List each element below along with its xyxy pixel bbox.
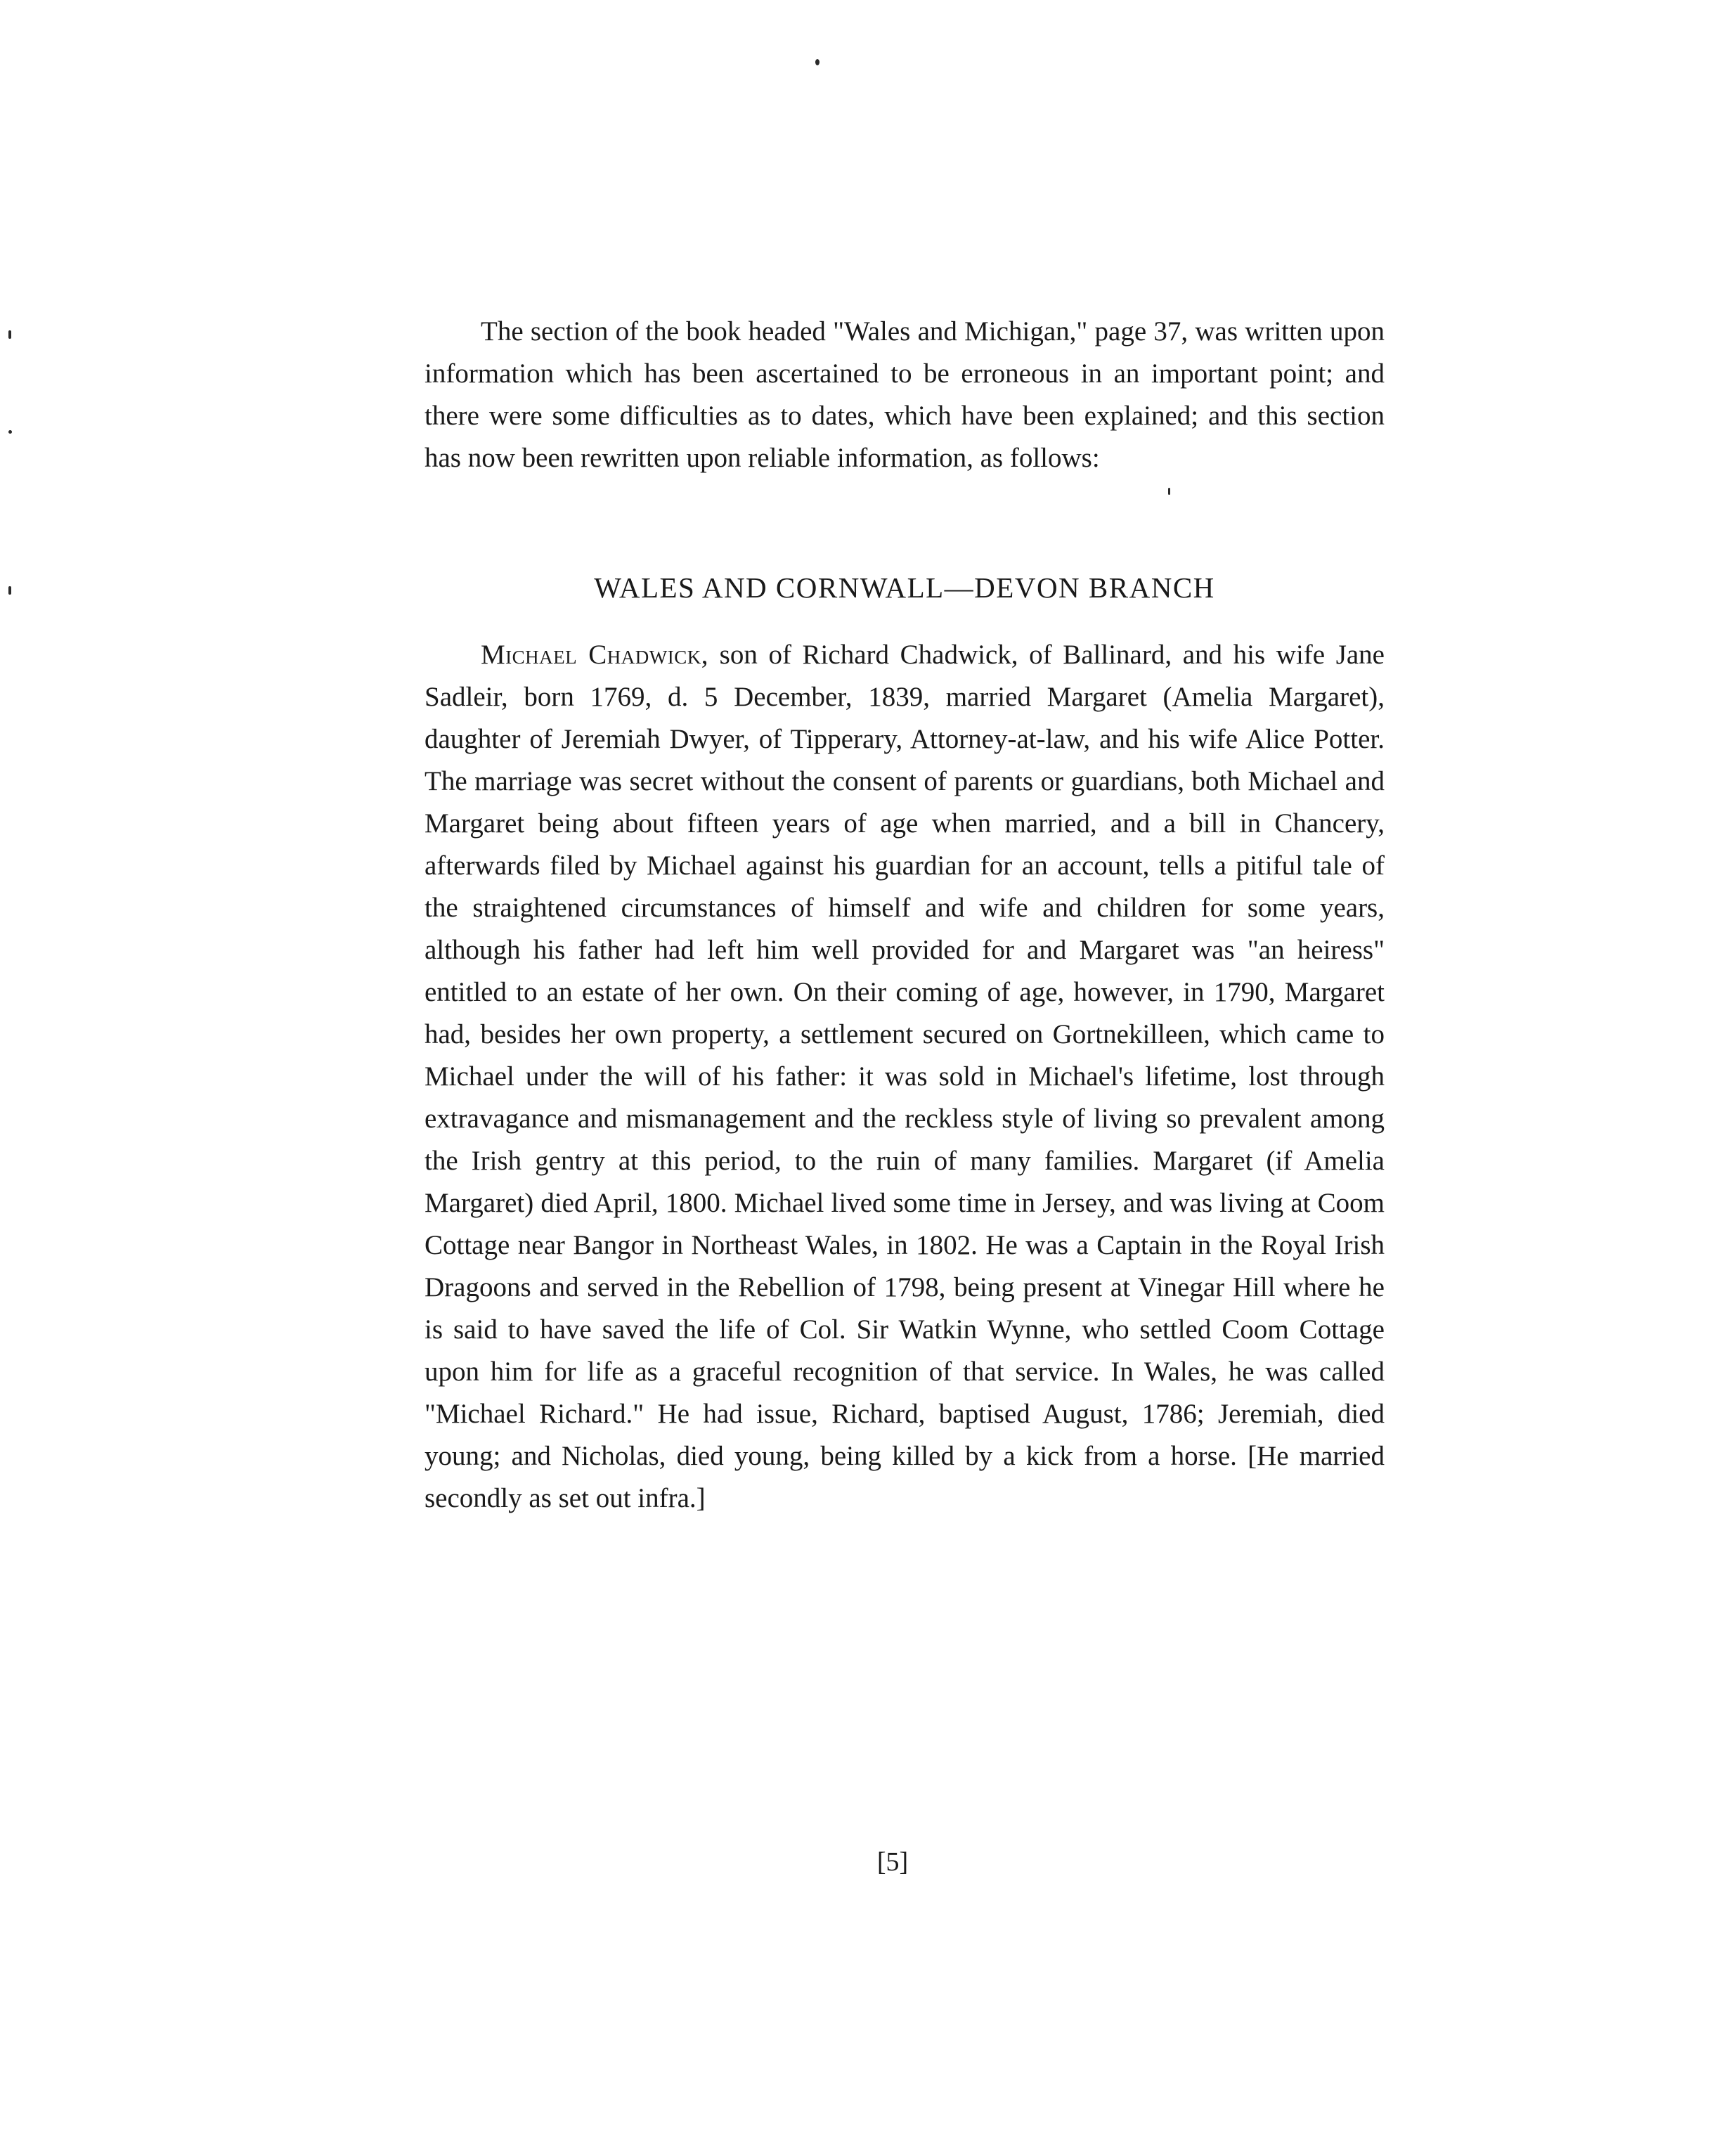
print-speck (1168, 488, 1170, 495)
page-number: [5] (876, 1847, 909, 1877)
print-speck (8, 330, 11, 339)
body-text: son of Richard Chadwick, of Ballinard, and his wife Jane Sadleir, born 1769, d. 5 December, 1839, married Margaret (Amelia Margaret), daughter of Jeremiah Dwyer, of Tipperary, Attorney-at-law, and his wife Alice Potter. The marriage was secret without the consent of parents or guardians, both Michael and Margaret being about fifteen years of age when married, and a bill in Chancery, afterwards filed by Michael against his guardian for an account, tells a pitiful tale of the straightened circumstances of himself and wife and children for some years, although his father had left him well provided for and Margaret was "an heiress" entitled to an estate of her own. On their coming of age, however, in 1790, Margaret had, besides her own property, a settlement secured on Gortnekilleen, which came to Michael under the will of his father: it was sold in Michael's lifetime, lost through extravagance and mismanagement and the reckless style of living so prevalent among the Irish gentry at this period, to the ruin of many families. Margaret (if Amelia Margaret) died April, 1800. Michael lived some time in Jersey, and was living at Coom Cottage near Bangor in Northeast Wales, in 1802. He was a Captain in the Royal Irish Dragoons and served in the Rebellion of 1798, being present at Vinegar Hill where he is said to have saved the life of Col. Sir Watkin Wynne, who settled Coom Cottage upon him for life as a graceful recognition of that service. In Wales, he was called "Michael Richard." He had issue, Richard, baptised August, 1786; Jeremiah, died young; and Nicholas, died young, being killed by a kick from a horse. [He married secondly as set out infra.] (425, 640, 1385, 1513)
print-speck (8, 586, 11, 595)
intro-paragraph: The section of the book headed "Wales and Michigan," page 37, was written upon information which has been ascertained to be erroneous in an important point; and there were some difficulties as to dates, which have been explained; and this section has now been rewritten upon reliable information, as follows: (425, 316, 1385, 473)
section-heading: WALES AND CORNWALL—DEVON BRANCH (594, 571, 1215, 604)
lead-name: Michael Chadwick, (481, 640, 709, 670)
body-paragraph (425, 634, 1385, 1520)
print-speck (815, 59, 820, 65)
print-speck (8, 430, 12, 434)
